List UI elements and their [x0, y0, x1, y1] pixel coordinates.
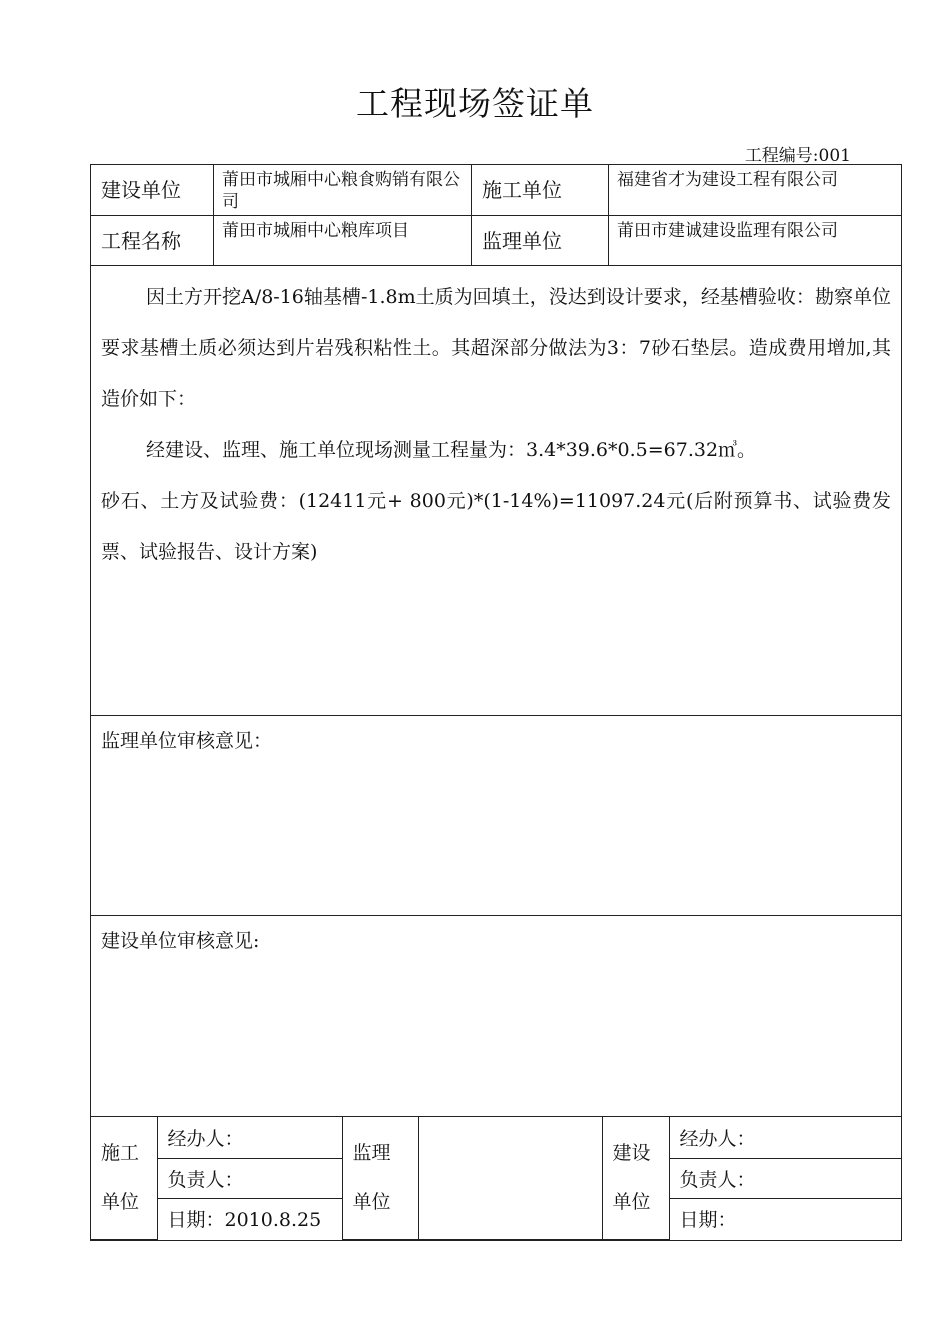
- project-number: 工程编号:001: [744, 146, 851, 166]
- visa-content: [91, 266, 902, 716]
- contractor-unit-value: 福建省才为建设工程有限公司: [609, 165, 902, 216]
- supervisor-label-line1: 监理: [352, 1141, 391, 1164]
- owner-label-line2: 单位: [612, 1190, 651, 1213]
- supervisor-signoff-label: [342, 1117, 418, 1239]
- project-name-label: 工程名称: [91, 216, 214, 266]
- supervisor-signoff-blank: [418, 1117, 602, 1239]
- owner-responsible: 负责人：: [669, 1158, 902, 1198]
- contractor-signoff-label: [91, 1117, 157, 1239]
- owner-date: 日期：: [669, 1198, 902, 1239]
- content-paragraph-2: 经建设、监理、施工单位现场测量工程量为：3.4*39.6*0.5=67.32㎥。: [146, 439, 757, 461]
- page-title: 工程现场签证单: [356, 84, 594, 123]
- owner-label-line1: 建设: [612, 1141, 651, 1164]
- contractor-unit-label: 施工单位: [472, 165, 609, 216]
- content-paragraph-3: 砂石、土方及试验费：(12411元+ 800元)*(1-14%)=11097.24元(后附预算书、试验费发票、试验报告、设计方案): [101, 490, 891, 563]
- contractor-responsible: 负责人：: [157, 1158, 342, 1198]
- signoff-section: [91, 1117, 902, 1241]
- owner-signoff-label: [602, 1117, 669, 1239]
- owner-opinion: 建设单位审核意见:: [91, 916, 902, 1117]
- contractor-label-line2: 单位: [101, 1190, 140, 1213]
- visa-form-table: [90, 164, 902, 1241]
- supervisor-opinion: 监理单位审核意见：: [91, 716, 902, 916]
- contractor-handler: 经办人：: [157, 1117, 342, 1158]
- contractor-date: 日期：2010.8.25: [157, 1198, 342, 1239]
- owner-unit-value: 莆田市城厢中心粮食购销有限公司: [214, 165, 472, 216]
- supervisor-label-line2: 单位: [352, 1190, 391, 1213]
- supervisor-unit-label: 监理单位: [472, 216, 609, 266]
- owner-unit-label: 建设单位: [91, 165, 214, 216]
- project-name-value: 莆田市城厢中心粮库项目: [214, 216, 472, 266]
- owner-handler: 经办人：: [669, 1117, 902, 1158]
- contractor-label-line1: 施工: [101, 1141, 140, 1164]
- signoff-table: [91, 1117, 902, 1240]
- supervisor-unit-value: 莆田市建诚建设监理有限公司: [609, 216, 902, 266]
- content-paragraph-1: 因土方开挖A/8-16轴基槽-1.8m土质为回填土，没达到设计要求，经基槽验收：勘察单位要求基槽土质必须达到片岩残积粘性土。其超深部分做法为3：7砂石垫层。造成费用增加,其造价如下：: [101, 286, 891, 410]
